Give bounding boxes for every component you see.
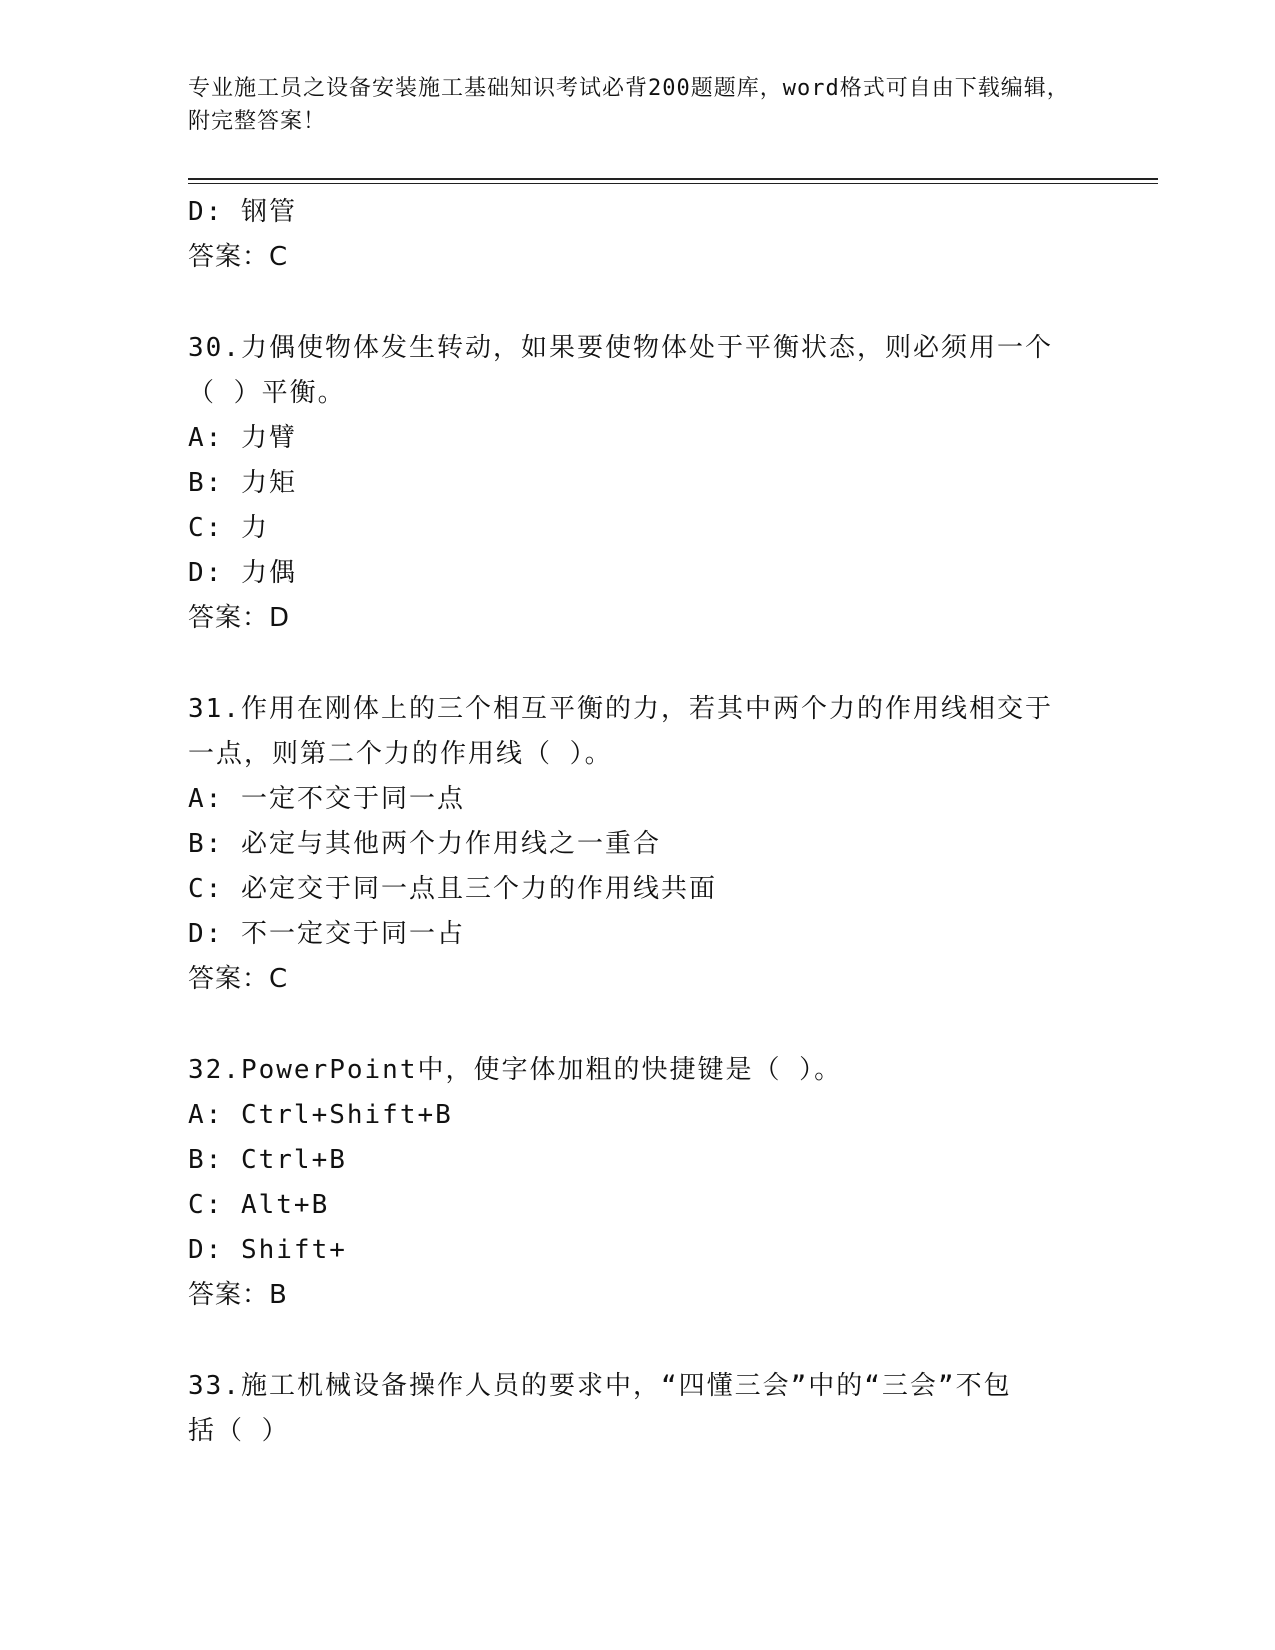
answer: 答案：D: [188, 603, 291, 633]
option-a: A: 一定不交于同一点: [188, 784, 465, 814]
question-stem-continued: 一点，则第二个力的作用线（ ）。: [188, 739, 613, 769]
question-stem: 31.作用在刚体上的三个相互平衡的力，若其中两个力的作用线相交于: [188, 694, 1053, 724]
option-a: A: 力臂: [188, 423, 297, 453]
spacer: [188, 641, 1088, 687]
option-c: C: Alt+B: [188, 1190, 330, 1220]
question-stem-continued: 括（ ）: [188, 1416, 290, 1446]
option-d: D: 力偶: [188, 558, 297, 588]
document-body: [188, 190, 1088, 1454]
question-stem: 33.施工机械设备操作人员的要求中，“四懂三会”中的“三会”不包: [188, 1371, 1012, 1401]
option-b: B: Ctrl+B: [188, 1145, 347, 1175]
question-30: [188, 326, 1088, 641]
question-32: [188, 1048, 1088, 1318]
question-33: [188, 1364, 1088, 1454]
question-stem-continued: （ ）平衡。: [188, 378, 346, 408]
option-c: C: 必定交于同一点且三个力的作用线共面: [188, 874, 717, 904]
prev-question-answer: 答案：C: [188, 242, 289, 272]
option-b: B: 必定与其他两个力作用线之一重合: [188, 829, 661, 859]
spacer: [188, 1002, 1088, 1048]
prev-question-option-d: D: 钢管: [188, 197, 297, 227]
question-31: [188, 687, 1088, 1002]
question-stem: 30.力偶使物体发生转动，如果要使物体处于平衡状态，则必须用一个: [188, 333, 1053, 363]
option-d: D: 不一定交于同一占: [188, 919, 465, 949]
question-stem: 32.PowerPoint中，使字体加粗的快捷键是（ ）。: [188, 1055, 843, 1085]
option-c: C: 力: [188, 513, 269, 543]
header-text: 专业施工员之设备安装施工基础知识考试必背200题题库，word格式可自由下载编辑，附完整答案！: [188, 76, 1070, 134]
answer: 答案：C: [188, 964, 289, 994]
option-d: D: Shift+: [188, 1235, 347, 1265]
spacer: [188, 280, 1088, 326]
option-b: B: 力矩: [188, 468, 297, 498]
answer: 答案：B: [188, 1280, 288, 1310]
page-header: [188, 72, 1078, 138]
header-divider: [188, 178, 1158, 184]
option-a: A: Ctrl+Shift+B: [188, 1100, 453, 1130]
spacer: [188, 1318, 1088, 1364]
